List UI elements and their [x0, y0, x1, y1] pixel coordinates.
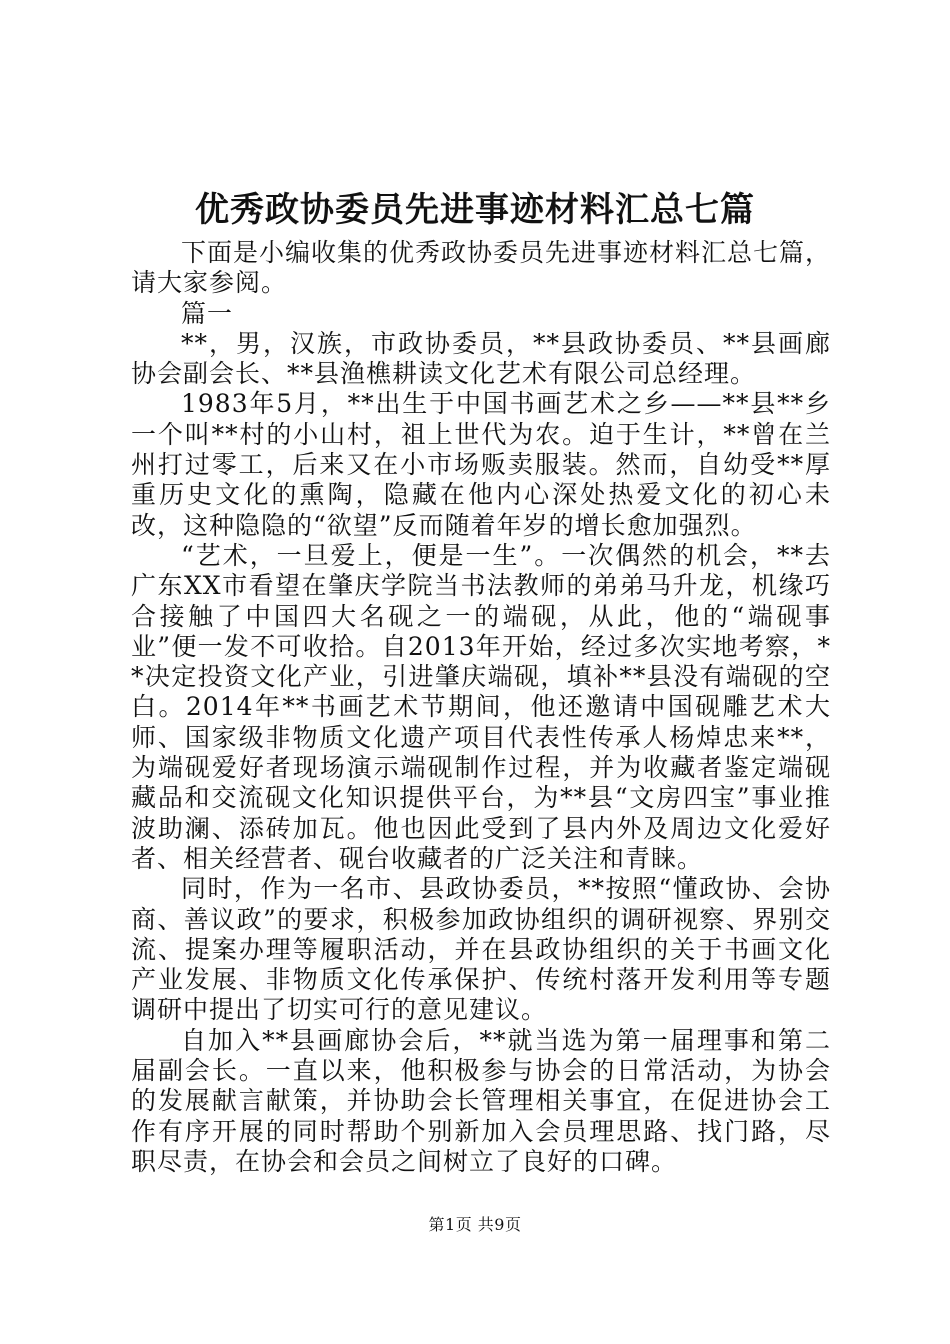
paragraph-background: 1983年5月，**出生于中国书画艺术之乡——**县**乡一个叫**村的小山村，祖上世代为农。迫于生计，**曾在兰州打过零工，后来又在小市场贩卖服装。然而，自幼受**厚重历史文化的熏陶，隐藏在他内心深处热爱文化的初心未改，这种隐隐的“欲望”反而随着年岁的增长愈加强烈。: [131, 389, 831, 540]
paragraph-art-career: “艺术，一旦爱上，便是一生”。一次偶然的机会，**去广东XX市看望在肇庆学院当书法教师的弟弟马升龙，机缘巧合接触了中国四大名砚之一的端砚，从此，他的“端砚事业”便一发不可收拾。自2013年开始，经过多次实地考察，**决定投资文化产业，引进肇庆端砚，填补**县没有端砚的空白。2014年**书画艺术节期间，他还邀请中国砚雕艺术大师、国家级非物质文化遗产项目代表性传承人杨焯忠来**，为端砚爱好者现场演示端砚制作过程，并为收藏者鉴定端砚藏品和交流砚文化知识提供平台，为**县“文房四宝”事业推波助澜、添砖加瓦。他也因此受到了县内外及周边文化爱好者、相关经营者、砚台收藏者的广泛关注和青睐。: [131, 540, 831, 873]
document-body: [131, 238, 831, 1177]
section-heading: 篇一: [181, 298, 234, 328]
paragraph-profile: **，男，汉族，市政协委员，**县政协委员、**县画廊协会副会长、**县渔樵耕读文化艺术有限公司总经理。: [131, 328, 831, 389]
paragraph-cppcc-duties: 同时，作为一名市、县政协委员，**按照“懂政协、会协商、善议政”的要求，积极参加政协组织的调研视察、界别交流、提案办理等履职活动，并在县政协组织的关于书画文化产业发展、非物质文化传承保护、传统村落开发利用等专题调研中提出了切实可行的意见建议。: [131, 874, 831, 1025]
paragraph-association: 自加入**县画廊协会后，**就当选为第一届理事和第二届副会长。一直以来，他积极参与协会的日常活动，为协会的发展献言献策，并协助会长管理相关事宜，在促进协会工作有序开展的同时帮助个别新加入会员理思路、找门路，尽职尽责，在协会和会员之间树立了良好的口碑。: [131, 1025, 831, 1176]
paragraph-intro: 下面是小编收集的优秀政协委员先进事迹材料汇总七篇，请大家参阅。: [131, 238, 832, 298]
document-title: 优秀政协委员先进事迹材料汇总七篇: [195, 190, 755, 230]
page-footer: 第1页 共9页: [428, 1215, 522, 1234]
